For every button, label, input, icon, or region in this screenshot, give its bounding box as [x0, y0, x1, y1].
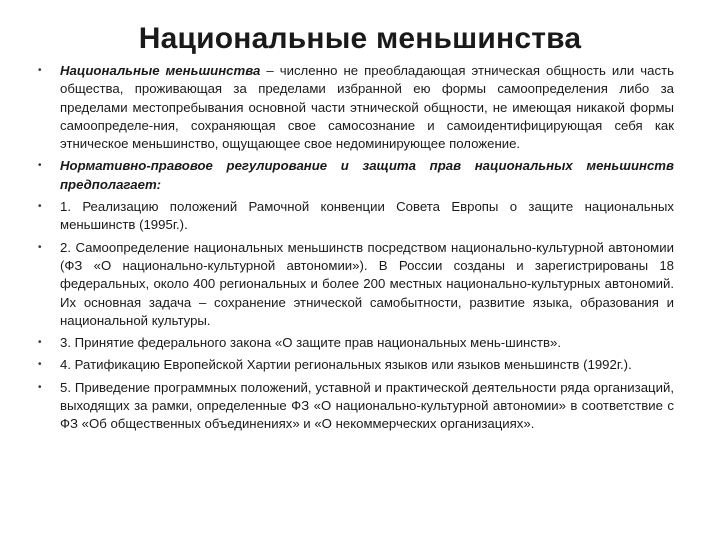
regulation-heading: Нормативно-правовое регулирование и защита прав национальных меньшинств предполагает:: [60, 158, 674, 192]
bullet-icon: •: [38, 65, 42, 76]
bullet-icon: •: [38, 241, 42, 253]
list-item-1: [38, 198, 674, 235]
list-item-text: 3. Принятие федерального закона «О защите прав национальных мень-шинств».: [60, 335, 561, 351]
bullet-icon: •: [38, 381, 42, 393]
list-item-text: 5. Приведение программных положений, уставной и практической деятельности ряда организаций, выходящих за рамки, определенные ФЗ «О национально-культурной автономии» в соответствие с ФЗ «Об общественных объединениях» и «О некоммерческих организациях».: [60, 379, 674, 432]
list-item-definition: [38, 62, 674, 153]
list-item-text: 1. Реализацию положений Рамочной конвенции Совета Европы о защите национальных меньшинств (1995г.).: [60, 199, 674, 233]
definition-body: – численно не преобладающая этническая общность или часть общества, проживающая за пределами избранной ею формы самоопределения либо за пределами местопребывания основной части этнической общности, не имеющая никакой формы самоопределе-ния, сохраняющая свое самосознание и самоидентифицирующая себя как этническое меньшинство, ощущающее свое недоминирующее положение.: [60, 63, 674, 152]
slide-title: Национальные меньшинства: [138, 22, 582, 55]
bullet-icon: •: [38, 359, 42, 371]
bullet-icon: •: [38, 201, 42, 213]
bullet-list: [38, 62, 674, 434]
list-item-2: [38, 239, 674, 330]
list-item-text: 2. Самоопределение национальных меньшинств посредством национально-культурной автономии (ФЗ «О национально-культурной автономии»). В России созданы и зарегистрированы 18 федеральных, около 400 региональных и более 200 местных национально-культурных автономий. Их основная задача – сохранение этнической самобытности, развитие языка, образования и национальной культуры.: [60, 239, 674, 328]
list-item-3: [38, 334, 674, 352]
bullet-icon: •: [38, 337, 42, 349]
definition-term: Национальные меньшинства: [60, 63, 261, 78]
list-item-text: 4. Ратификацию Европейской Хартии региональных языков или языков меньшинств (1992г.).: [60, 357, 632, 373]
definition-text: [60, 62, 674, 153]
list-item-4: [38, 356, 674, 374]
list-item-5: [38, 379, 674, 434]
bullet-icon: •: [38, 160, 42, 172]
list-item-regulation: [38, 157, 674, 194]
